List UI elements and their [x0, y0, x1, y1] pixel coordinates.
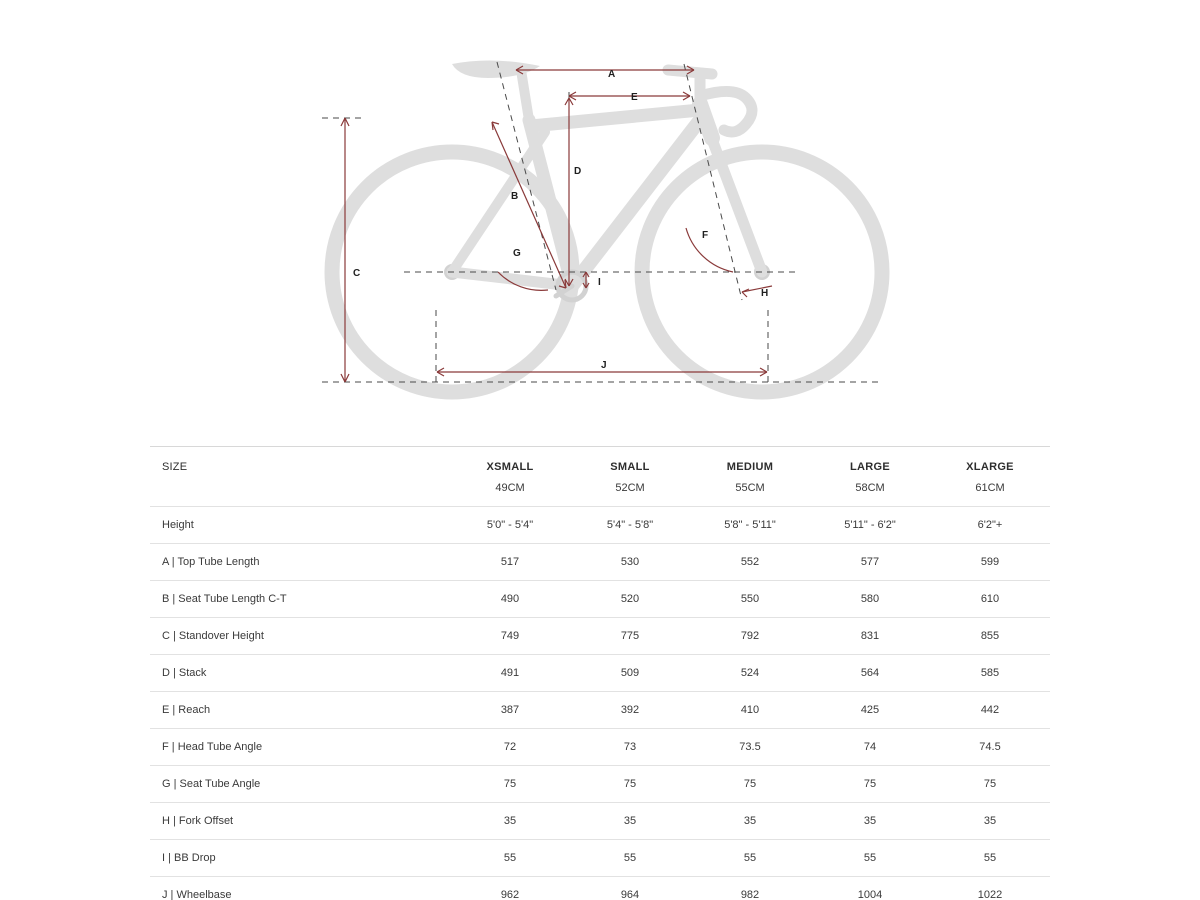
label-E: E: [631, 92, 638, 103]
label-I: I: [598, 277, 601, 288]
row-label: A | Top Tube Length: [150, 544, 450, 581]
cell-value: 75: [690, 766, 810, 803]
bike-silhouette: [332, 60, 882, 392]
row-label: G | Seat Tube Angle: [150, 766, 450, 803]
cell-value: 1022: [930, 877, 1050, 900]
geometry-table-head: [150, 447, 1050, 507]
table-row: [150, 729, 1050, 766]
cell-value: 55: [570, 840, 690, 877]
table-row: [150, 618, 1050, 655]
cell-value: 72: [450, 729, 570, 766]
row-label: E | Reach: [150, 692, 450, 729]
cell-value: 75: [450, 766, 570, 803]
cell-value: 530: [570, 544, 690, 581]
cell-value: 509: [570, 655, 690, 692]
size-cm-xlarge: 61CM: [975, 482, 1005, 494]
table-row: [150, 655, 1050, 692]
header-size: SIZE: [150, 447, 450, 507]
header-size-small: [570, 447, 690, 507]
diagram-guide-lines: [322, 62, 878, 386]
row-label: J | Wheelbase: [150, 877, 450, 900]
label-F: F: [702, 230, 709, 241]
header-size-xlarge: [930, 447, 1050, 507]
cell-value: 580: [810, 581, 930, 618]
cell-value: 5'4" - 5'8": [570, 507, 690, 544]
geometry-table-body: [150, 507, 1050, 900]
cell-value: 982: [690, 877, 810, 900]
cell-value: 5'0" - 5'4": [450, 507, 570, 544]
table-header-row: [150, 447, 1050, 507]
size-name-small: SMALL: [610, 461, 650, 473]
row-label: C | Standover Height: [150, 618, 450, 655]
cell-value: 5'8" - 5'11": [690, 507, 810, 544]
cell-value: 524: [690, 655, 810, 692]
cell-value: 610: [930, 581, 1050, 618]
geometry-table-wrap: [150, 446, 1050, 900]
cell-value: 75: [930, 766, 1050, 803]
table-row: [150, 581, 1050, 618]
row-label: D | Stack: [150, 655, 450, 692]
header-size-large: [810, 447, 930, 507]
cell-value: 775: [570, 618, 690, 655]
table-row: [150, 766, 1050, 803]
cell-value: 964: [570, 877, 690, 900]
cell-value: 387: [450, 692, 570, 729]
size-cm-medium: 55CM: [735, 482, 765, 494]
cell-value: 73.5: [690, 729, 810, 766]
row-label: F | Head Tube Angle: [150, 729, 450, 766]
cell-value: 599: [930, 544, 1050, 581]
cell-value: 35: [690, 803, 810, 840]
label-H: H: [761, 288, 769, 299]
label-J: J: [601, 360, 607, 371]
label-G: G: [513, 248, 521, 259]
size-name-large: LARGE: [850, 461, 890, 473]
cell-value: 35: [570, 803, 690, 840]
size-name-xlarge: XLARGE: [966, 461, 1014, 473]
row-label: Height: [150, 507, 450, 544]
cell-value: 491: [450, 655, 570, 692]
cell-value: 517: [450, 544, 570, 581]
size-name-xsmall: XSMALL: [486, 461, 534, 473]
cell-value: 55: [930, 840, 1050, 877]
cell-value: 855: [930, 618, 1050, 655]
cell-value: 74: [810, 729, 930, 766]
cell-value: 749: [450, 618, 570, 655]
table-row: [150, 692, 1050, 729]
cell-value: 55: [810, 840, 930, 877]
cell-value: 5'11" - 6'2": [810, 507, 930, 544]
cell-value: 585: [930, 655, 1050, 692]
cell-value: 392: [570, 692, 690, 729]
size-name-medium: MEDIUM: [726, 461, 774, 473]
cell-value: 425: [810, 692, 930, 729]
cell-value: 564: [810, 655, 930, 692]
label-B: B: [511, 191, 519, 202]
table-row: [150, 877, 1050, 900]
label-A: A: [608, 69, 616, 80]
cell-value: 6'2"+: [930, 507, 1050, 544]
cell-value: 75: [570, 766, 690, 803]
table-row: [150, 507, 1050, 544]
cell-value: 35: [810, 803, 930, 840]
bike-geometry-diagram: [0, 0, 1200, 440]
cell-value: 577: [810, 544, 930, 581]
cell-value: 831: [810, 618, 930, 655]
table-row: [150, 544, 1050, 581]
size-cm-small: 52CM: [615, 482, 645, 494]
cell-value: 490: [450, 581, 570, 618]
row-label: B | Seat Tube Length C-T: [150, 581, 450, 618]
cell-value: 552: [690, 544, 810, 581]
cell-value: 75: [810, 766, 930, 803]
cell-value: 410: [690, 692, 810, 729]
size-cm-xsmall: 49CM: [495, 482, 525, 494]
cell-value: 35: [450, 803, 570, 840]
geometry-table: [150, 446, 1050, 900]
label-C: C: [353, 268, 361, 279]
cell-value: 1004: [810, 877, 930, 900]
cell-value: 35: [930, 803, 1050, 840]
cell-value: 792: [690, 618, 810, 655]
table-row: [150, 803, 1050, 840]
cell-value: 73: [570, 729, 690, 766]
cell-value: 55: [690, 840, 810, 877]
label-D: D: [574, 166, 582, 177]
row-label: I | BB Drop: [150, 840, 450, 877]
table-row: [150, 840, 1050, 877]
cell-value: 55: [450, 840, 570, 877]
cell-value: 442: [930, 692, 1050, 729]
size-cm-large: 58CM: [855, 482, 885, 494]
cell-value: 74.5: [930, 729, 1050, 766]
row-label: H | Fork Offset: [150, 803, 450, 840]
header-size-medium: [690, 447, 810, 507]
header-size-xsmall: [450, 447, 570, 507]
cell-value: 962: [450, 877, 570, 900]
cell-value: 550: [690, 581, 810, 618]
cell-value: 520: [570, 581, 690, 618]
